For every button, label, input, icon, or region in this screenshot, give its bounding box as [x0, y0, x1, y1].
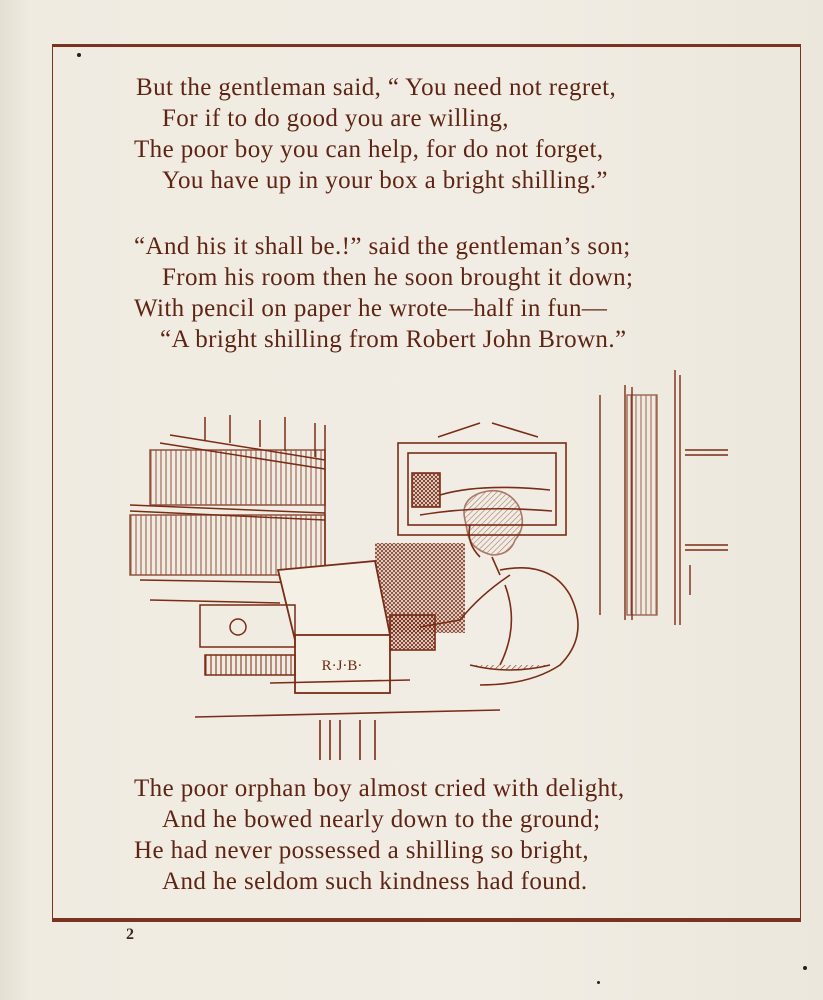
verse-line: He had never possessed a shilling so bright,: [134, 837, 590, 864]
frame-top-rule: [52, 44, 801, 47]
verse-line: But the gentleman said, “ You need not regret,: [136, 74, 617, 101]
verse-line: And he bowed nearly down to the ground;: [162, 806, 601, 833]
bookshelf: [130, 415, 325, 590]
ink-speck: [597, 981, 600, 984]
desk-drawer: [150, 600, 295, 675]
verse-line: From his room then he soon brought it down;: [162, 264, 634, 291]
engraving-illustration: [120, 365, 740, 765]
verse-line: And he seldom such kindness had found.: [162, 868, 588, 895]
verse-line: “A bright shilling from Robert John Brown.”: [160, 326, 627, 353]
ink-speck: [803, 966, 807, 970]
page-number: 2: [126, 926, 134, 943]
frame-bottom-rule: [52, 918, 801, 921]
room-wall: [600, 370, 728, 625]
ink-speck: [77, 53, 81, 57]
verse-line: “And his it shall be.!” said the gentleman’s son;: [134, 233, 631, 260]
verse-line: You have up in your box a bright shilling.”: [162, 167, 608, 194]
verse-line: The poor boy you can help, for do not forget,: [134, 136, 604, 163]
verse-line: The poor orphan boy almost cried with delight,: [134, 775, 625, 802]
verse-line: For if to do good you are willing,: [162, 105, 509, 132]
verse-line: With pencil on paper he wrote—half in fun—: [134, 295, 608, 322]
box-initials: R·J·B·: [321, 658, 363, 674]
